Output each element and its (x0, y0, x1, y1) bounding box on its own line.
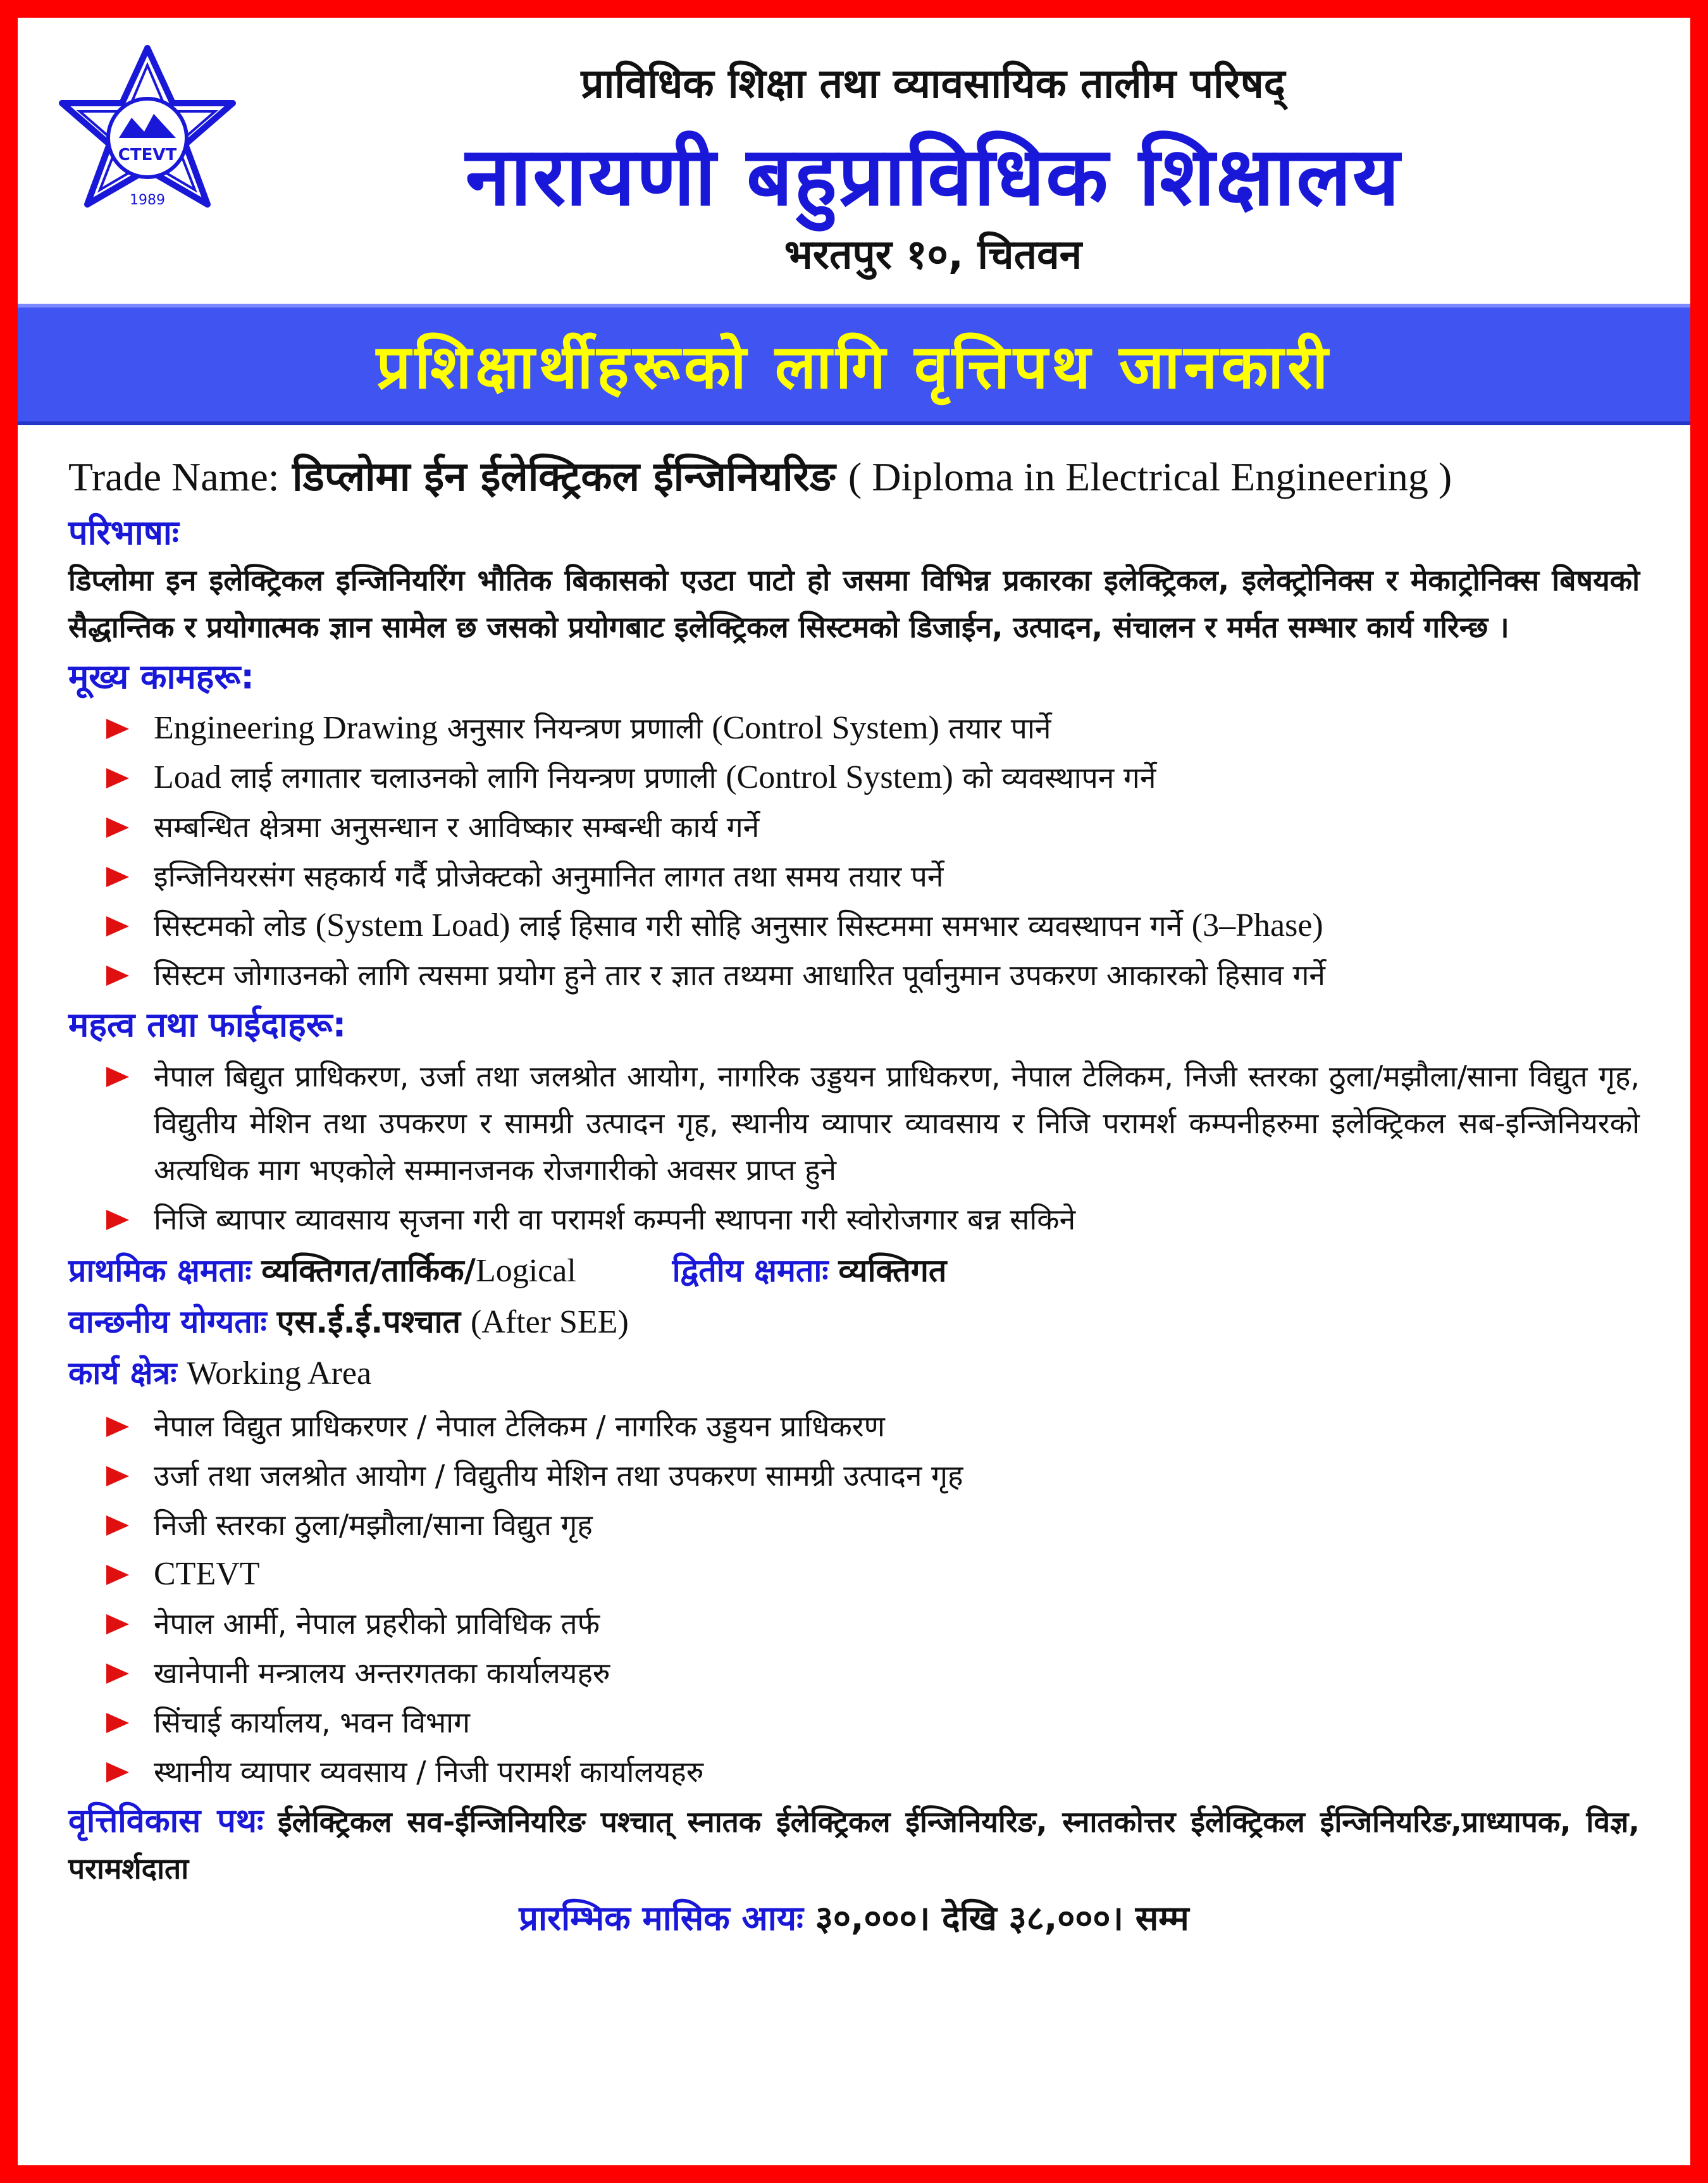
list-item: खानेपानी मन्त्रालय अन्तरगतका कार्यालयहरु (106, 1650, 1640, 1696)
list-item: निजी स्तरका ठुला/मझौला/साना विद्युत गृह (106, 1502, 1640, 1548)
trade-english: ( Diploma in Electrical Engineering ) (848, 454, 1452, 499)
primary-ability-value-en: Logical (475, 1253, 576, 1289)
council-name: प्राविधिक शिक्षा तथा व्यावसायिक तालीम परिषद् (581, 61, 1285, 108)
primary-ability-value: व्यक्तिगत/तार्किक/ (261, 1252, 476, 1289)
list-item: नेपाल बिद्युत प्राधिकरण, उर्जा तथा जलश्रोत आयोग, नागरिक उड्डयन प्राधिकरण, नेपाल टेलिकम, निजी स्तरका ठुला/मझौला/साना विद्युत गृह, विद्युतीय मेशिन तथा उपकरण र सामग्री उत्पादन गृह, स्थानीय व्यापार व्यावसाय र निजि परामर्श कम्पनीहरुमा इलेक्ट्रिकल सब-इन्जिनियरको अत्यधिक माग भएकोले सम्मानजनक रोजगारीको अवसर प्राप्त हुने (106, 1053, 1640, 1193)
arrow-bullet-icon (106, 768, 129, 788)
list-item: नेपाल विद्युत प्राधिकरणर / नेपाल टेलिकम / नागरिक उड्डयन प्राधिकरण (106, 1403, 1640, 1450)
list-item: Load लाई लगातार चलाउनको लागि नियन्त्रण प्रणाली (Control System) को व्यवस्थापन गर्ने (106, 754, 1640, 801)
working-area-value: Working Area (187, 1355, 372, 1391)
trade-name (68, 448, 1640, 506)
content (68, 448, 1640, 1944)
income-row (68, 1893, 1640, 1944)
college-address: भरतपुर १०, चितवन (784, 232, 1082, 278)
qualification-row (68, 1297, 1640, 1348)
arrow-bullet-icon (106, 1067, 129, 1087)
arrow-bullet-icon (106, 1515, 129, 1536)
arrow-bullet-icon (106, 719, 129, 739)
trade-nepali: डिप्लोमा ईन ईलेक्ट्रिकल ईन्जिनियरिङ (292, 454, 836, 501)
list-item: उर्जा तथा जलश्रोत आयोग / विद्युतीय मेशिन तथा उपकरण सामग्री उत्पादन गृह (106, 1452, 1640, 1499)
arrow-bullet-icon (106, 966, 129, 986)
arrow-bullet-icon (106, 818, 129, 838)
arrow-bullet-icon (106, 1565, 129, 1585)
arrow-bullet-icon (106, 1466, 129, 1486)
career-value: ईलेक्ट्रिकल सव-ईन्जिनियरिङ पश्चात् स्नातक ईलेक्ट्रिकल ईन्जिनियरिङ, स्नातकोत्तर ईलेक्ट्रिकल ईन्जिनियरिङ,प्राध्यापक, विज्ञ, परामर्शदाता (68, 1805, 1640, 1886)
list-item: इन्जिनियरसंग सहकार्य गर्दै प्रोजेक्टको अनुमानित लागत तथा समय तयार पर्ने (106, 853, 1640, 900)
logo-text: CTEVT (118, 146, 177, 165)
logo-year: 1989 (130, 192, 165, 208)
arrow-bullet-icon (106, 867, 129, 887)
working-area-list (68, 1403, 1640, 1795)
benefits-list (68, 1053, 1640, 1243)
arrow-bullet-icon (106, 916, 129, 936)
income-value: ३०,०००। देखि ३८,०००। सम्म (815, 1898, 1189, 1938)
arrow-bullet-icon (106, 1762, 129, 1782)
qualification-value-en: (After SEE) (470, 1304, 629, 1340)
working-area-row (68, 1348, 1640, 1399)
list-item: सिस्टमको लोड (System Load) लाई हिसाव गरी सोहि अनुसार सिस्टममा समभार व्यवस्थापन गर्ने (3–Phase) (106, 902, 1640, 949)
list-item: नेपाल आर्मी, नेपाल प्रहरीको प्राविधिक तर्फ (106, 1600, 1640, 1647)
arrow-bullet-icon (106, 1210, 129, 1230)
secondary-ability-label: द्वितीय क्षमताः (672, 1252, 829, 1289)
definition-heading: परिभाषाः (68, 513, 179, 552)
list-item: सिस्टम जोगाउनको लागि त्यसमा प्रयोग हुने तार र ज्ञात तथ्यमा आधारित पूर्वानुमान उपकरण आकारको हिसाव गर्ने (106, 952, 1640, 998)
career-label: वृत्तिविकास पथः (68, 1802, 264, 1840)
tasks-list (68, 705, 1640, 998)
list-item: सिंचाई कार्यालय, भवन विभाग (106, 1699, 1640, 1746)
working-area-label: कार्य क्षेत्रः (68, 1355, 177, 1391)
list-item: निजि ब्यापार व्यावसाय सृजना गरी वा परामर्श कम्पनी स्थापना गरी स्वोरोजगार बन्न सकिने (106, 1196, 1640, 1243)
benefits-heading: महत्व तथा फाईदाहरू: (68, 1005, 347, 1045)
college-name: नारायणी बहुप्राविधिक शिक्षालय (465, 130, 1401, 224)
trade-label: Trade Name: (68, 454, 280, 499)
income-label: प्रारम्भिक मासिक आयः (519, 1898, 803, 1938)
arrow-bullet-icon (106, 1664, 129, 1684)
tasks-heading: मूख्य कामहरू: (68, 657, 254, 697)
list-item: सम्बन्धित क्षेत्रमा अनुसन्धान र आविष्कार सम्बन्धी कार्य गर्ने (106, 804, 1640, 850)
primary-ability-label: प्राथमिक क्षमताः (68, 1252, 252, 1289)
secondary-ability-value: व्यक्तिगत (838, 1252, 947, 1289)
arrow-bullet-icon (106, 1614, 129, 1634)
list-item: स्थानीय व्यापार व्यवसाय / निजी परामर्श कार्यालयहरु (106, 1748, 1640, 1795)
definition-text: डिप्लोमा इन इलेक्ट्रिकल इन्जिनियरिंग भौतिक बिकासको एउटा पाटो हो जसमा विभिन्न प्रकारका इलेक्ट्रिकल, इलेक्ट्रोनिक्स र मेकाट्रोनिक्स बिषयको सैद्धान्तिक र प्रयोगात्मक ज्ञान सामेल छ जसको प्रयोगबाट इलेक्ट्रिकल सिस्टमको डिजाईन, उत्पादन, संचालन र मर्मत सम्भार कार्य गरिन्छ । (68, 563, 1640, 644)
arrow-bullet-icon (106, 1417, 129, 1437)
qualification-value: एस.ई.ई.पश्चात (276, 1303, 461, 1340)
list-item: CTEVT (106, 1551, 1640, 1598)
qualification-label: वान्छनीय योग्यताः (68, 1303, 267, 1340)
arrow-bullet-icon (106, 1713, 129, 1733)
list-item: Engineering Drawing अनुसार नियन्त्रण प्रणाली (Control System) तयार पार्ने (106, 705, 1640, 752)
banner-title: प्रशिक्षार्थीहरूको लागि वृत्तिपथ जानकारी (376, 331, 1332, 402)
title-banner (18, 304, 1690, 425)
career-path (68, 1798, 1640, 1892)
abilities-row (68, 1245, 1640, 1297)
